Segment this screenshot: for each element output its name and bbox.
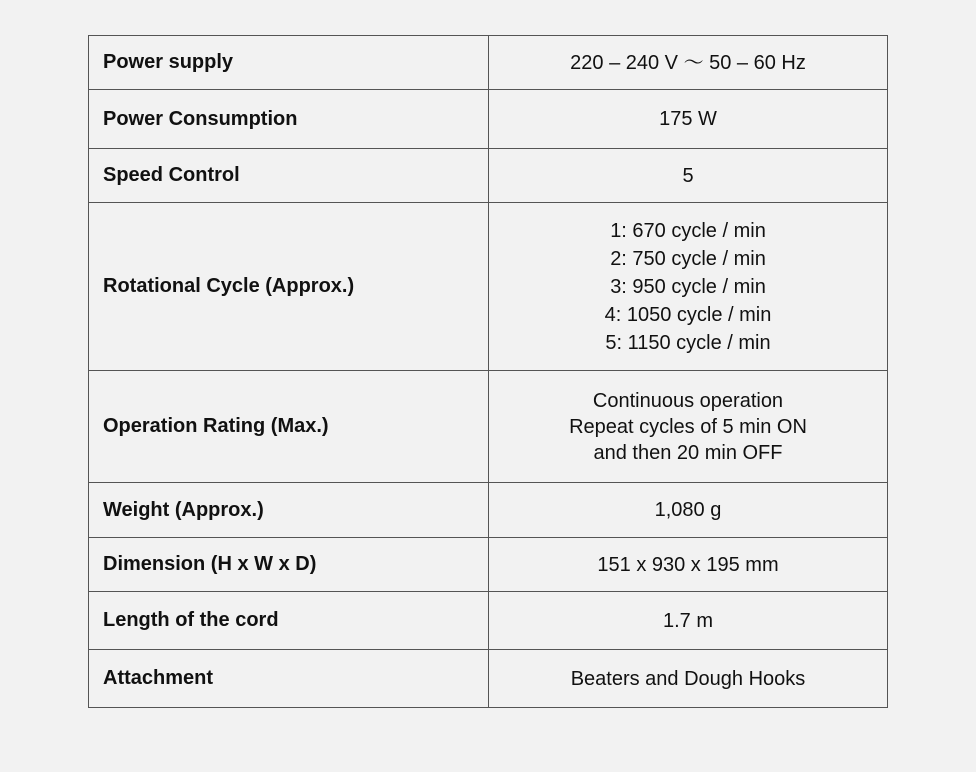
spec-value-line: 1,080 g — [654, 499, 722, 521]
table-row — [89, 483, 888, 538]
table-row — [89, 650, 888, 708]
spec-label: Rotational Cycle (Approx.) — [89, 203, 489, 371]
spec-value-line: 5: 1150 cycle / min — [605, 331, 771, 354]
table-row — [89, 203, 888, 371]
spec-value — [489, 90, 888, 149]
spec-value — [489, 538, 888, 592]
spec-value — [489, 592, 888, 650]
spec-value-line: Repeat cycles of 5 min ON — [569, 415, 807, 438]
spec-value-line: 151 x 930 x 195 mm — [597, 553, 779, 576]
spec-label: Dimension (H x W x D) — [89, 538, 489, 592]
spec-value-line: 175 W — [659, 108, 717, 130]
spec-value-line: 1: 670 cycle / min — [610, 219, 766, 242]
table-row — [89, 36, 888, 90]
spec-value — [489, 36, 888, 90]
spec-value — [489, 371, 888, 483]
spec-label: Attachment — [89, 650, 489, 708]
table-row — [89, 371, 888, 483]
spec-label: Length of the cord — [89, 592, 489, 650]
table-row — [89, 538, 888, 592]
spec-label: Power supply — [89, 36, 489, 90]
spec-value-line: Continuous operation — [592, 389, 784, 412]
spec-value — [489, 650, 888, 708]
table-row — [89, 149, 888, 203]
spec-label: Weight (Approx.) — [89, 483, 489, 538]
spec-value — [489, 203, 888, 371]
spec-value-line: Beaters and Dough Hooks — [570, 667, 806, 690]
spec-value-line: 5 — [682, 164, 694, 187]
table-row — [89, 90, 888, 149]
spec-value-line: 220 – 240 V 〜 50 – 60 Hz — [570, 51, 806, 74]
spec-label: Operation Rating (Max.) — [89, 371, 489, 483]
spec-value-line: and then 20 min OFF — [593, 441, 783, 464]
spec-value-line: 3: 950 cycle / min — [610, 275, 766, 298]
spec-label: Power Consumption — [89, 90, 489, 149]
spec-value — [489, 483, 888, 538]
spec-value — [489, 149, 888, 203]
spec-label: Speed Control — [89, 149, 489, 203]
spec-value-line: 2: 750 cycle / min — [610, 247, 766, 270]
spec-table — [88, 35, 888, 708]
spec-value-line: 1.7 m — [662, 609, 714, 632]
table-row — [89, 592, 888, 650]
spec-value-line: 4: 1050 cycle / min — [604, 303, 772, 326]
